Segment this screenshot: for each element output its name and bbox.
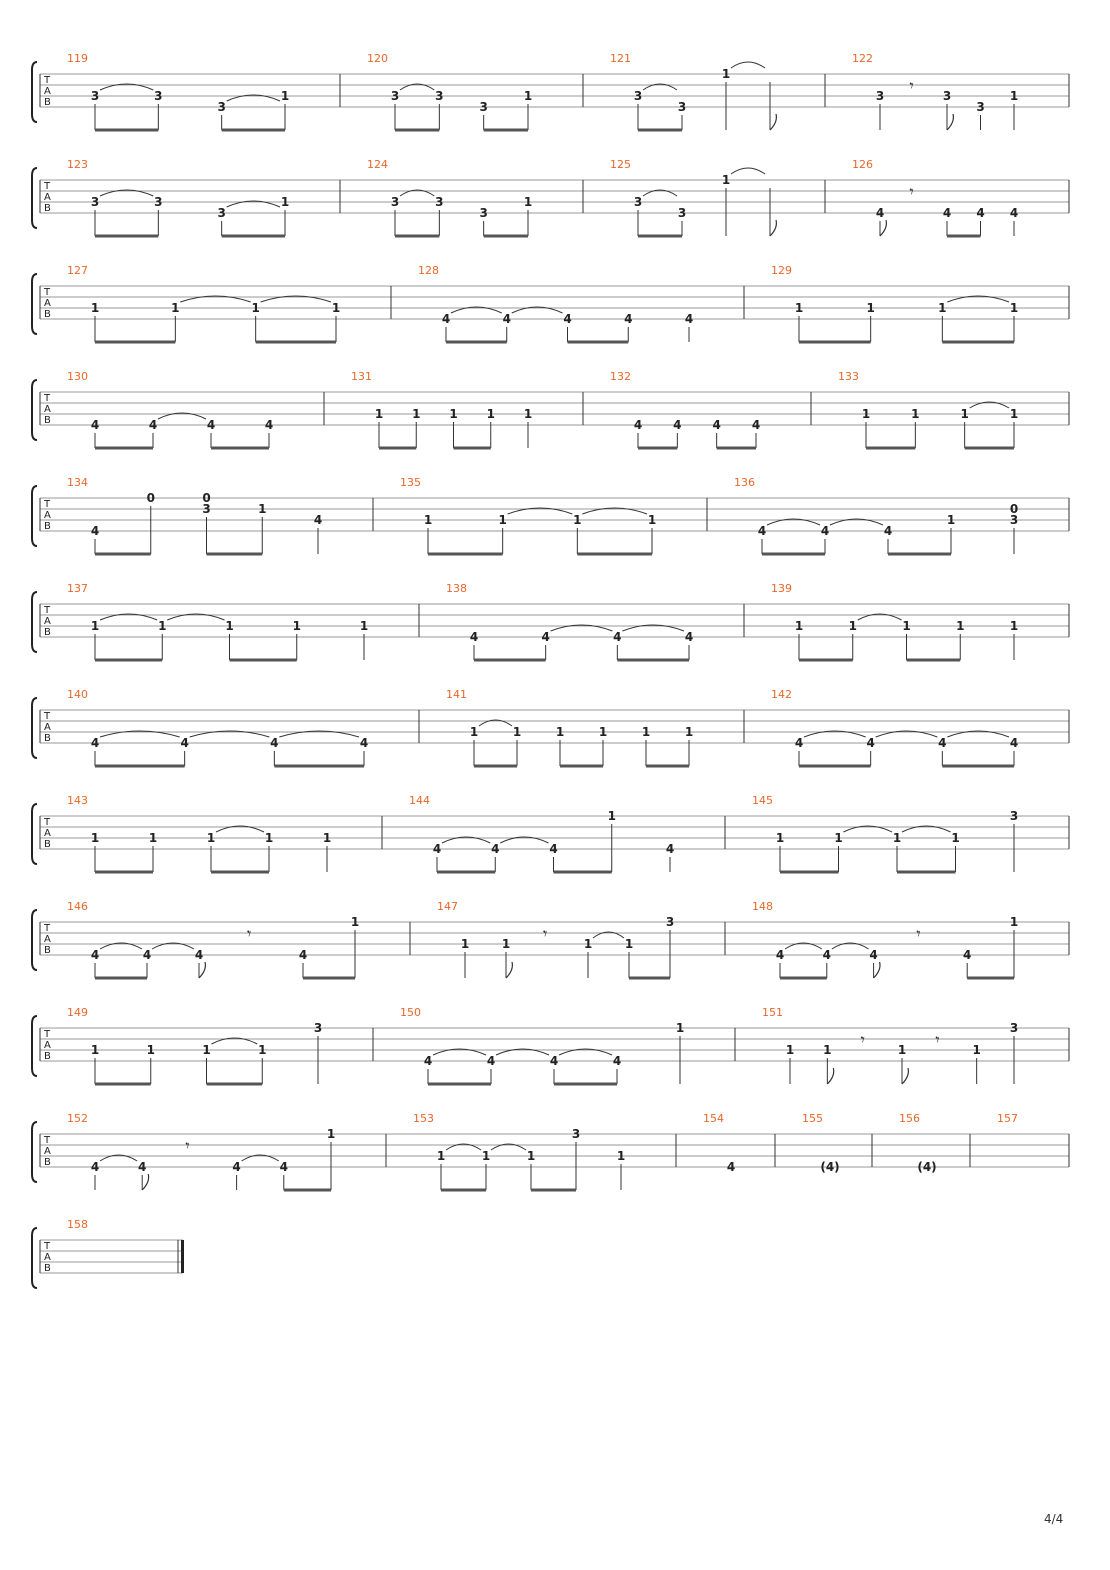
- fret-number: 1: [331, 301, 341, 315]
- fret-number: 4: [423, 1054, 433, 1068]
- note-flag: [770, 114, 776, 130]
- measure-number: 123: [67, 158, 88, 171]
- eighth-rest: 𝄾: [860, 1030, 865, 1049]
- fret-number: (4): [917, 1160, 937, 1174]
- fret-number: 4: [757, 524, 767, 538]
- fret-number: 1: [501, 937, 511, 951]
- fret-number: 1: [258, 502, 267, 516]
- eighth-rest: 𝄾: [543, 924, 548, 943]
- tab-clef-letter: A: [44, 828, 51, 839]
- fret-number: 4: [359, 736, 369, 750]
- measure-number: 154: [703, 1112, 724, 1125]
- fret-number: 3: [435, 89, 444, 103]
- fret-number: 1: [834, 831, 843, 845]
- fret-number: 4: [875, 206, 885, 220]
- fret-number: 4: [665, 842, 675, 856]
- tab-clef-letter: A: [44, 510, 51, 521]
- fret-number: 1: [675, 1021, 685, 1035]
- fret-number: 1: [280, 89, 290, 103]
- fret-number: 1: [946, 513, 956, 527]
- fret-number: 1: [794, 301, 804, 315]
- fret-number: 4: [138, 1160, 147, 1174]
- fret-number: 3: [479, 206, 488, 220]
- note-flag: [874, 962, 880, 978]
- fret-number: 1: [785, 1043, 795, 1057]
- fret-number: 1: [794, 619, 804, 633]
- fret-number: 1: [1009, 407, 1019, 421]
- measure-number: 124: [367, 158, 388, 171]
- tab-clef-letter: A: [44, 616, 51, 627]
- measure-number: 130: [67, 370, 88, 383]
- measure-number: 137: [67, 582, 88, 595]
- fret-number: 4: [90, 736, 100, 750]
- fret-number: 4: [976, 206, 985, 220]
- fret-number: 1: [866, 301, 875, 315]
- measure-number: 152: [67, 1112, 88, 1125]
- measure-number: 133: [838, 370, 859, 383]
- fret-number: 4: [775, 948, 785, 962]
- fret-number: 1: [206, 831, 216, 845]
- system-bracket: [32, 1016, 37, 1076]
- fret-number: 4: [726, 1160, 736, 1174]
- measure-number: 135: [400, 476, 421, 489]
- system-bracket: [32, 698, 37, 758]
- fret-number: 1: [258, 1043, 267, 1057]
- fret-number: 1: [1009, 301, 1019, 315]
- tab-clef-letter: T: [44, 1029, 51, 1040]
- fret-number: 4: [491, 842, 500, 856]
- eighth-rest: 𝄾: [909, 76, 914, 95]
- tab-clef-letter: B: [44, 97, 51, 108]
- tie: [731, 168, 765, 174]
- system-bracket: [32, 804, 37, 864]
- fret-number: 1: [848, 619, 857, 633]
- tab-clef-letter: B: [44, 627, 51, 638]
- fret-number: 1: [956, 619, 965, 633]
- fret-number: 1: [598, 725, 608, 739]
- fret-number: 1: [624, 937, 634, 951]
- fret-number: 1: [202, 1043, 211, 1057]
- fret-number: 0: [202, 491, 211, 505]
- system-bracket: [32, 592, 37, 652]
- fret-number: 3: [1009, 809, 1019, 823]
- fret-number: 4: [866, 736, 875, 750]
- fret-number: 4: [1009, 206, 1019, 220]
- measure-number: 142: [771, 688, 792, 701]
- fret-number: 1: [148, 831, 158, 845]
- fret-number: 4: [712, 418, 721, 432]
- fret-number: 3: [875, 89, 885, 103]
- fret-number: 1: [512, 725, 522, 739]
- fret-number: 4: [673, 418, 682, 432]
- fret-number: 1: [423, 513, 433, 527]
- note-flag: [770, 220, 776, 236]
- tab-clef-letter: A: [44, 86, 51, 97]
- fret-number: 4: [563, 312, 572, 326]
- fret-number: 4: [502, 312, 511, 326]
- fret-number: 4: [1009, 736, 1019, 750]
- fret-number: 3: [665, 915, 675, 929]
- tab-clef-letter: A: [44, 404, 51, 415]
- fret-number: 4: [432, 842, 442, 856]
- system-bracket: [32, 1122, 37, 1182]
- fret-number: 3: [942, 89, 952, 103]
- fret-number: 1: [892, 831, 902, 845]
- tab-clef-letter: T: [44, 1241, 51, 1252]
- fret-number: 1: [326, 1127, 336, 1141]
- fret-number: 3: [677, 206, 687, 220]
- system-bracket: [32, 1228, 37, 1288]
- fret-number: 1: [938, 301, 947, 315]
- measure-number: 145: [752, 794, 773, 807]
- fret-number: 3: [1009, 513, 1019, 527]
- system-bracket: [32, 910, 37, 970]
- measure-number: 136: [734, 476, 755, 489]
- fret-number: 4: [820, 524, 830, 538]
- fret-number: 1: [823, 1043, 832, 1057]
- final-barline-thick: [181, 1240, 184, 1273]
- fret-number: 3: [435, 195, 444, 209]
- fret-number: 3: [154, 195, 163, 209]
- fret-number: 1: [359, 619, 369, 633]
- fret-number: 3: [313, 1021, 323, 1035]
- note-flag: [142, 1174, 148, 1190]
- fret-number: 1: [616, 1149, 626, 1163]
- fret-number: 4: [684, 312, 694, 326]
- tab-clef-letter: B: [44, 521, 51, 532]
- measure-number: 153: [413, 1112, 434, 1125]
- note-flag: [880, 220, 886, 236]
- fret-number: 1: [583, 937, 593, 951]
- fret-number: 4: [613, 630, 622, 644]
- tab-clef-letter: A: [44, 1146, 51, 1157]
- note-flag: [947, 114, 953, 130]
- fret-number: 1: [460, 937, 470, 951]
- fret-number: 4: [822, 948, 831, 962]
- fret-number: 4: [142, 948, 152, 962]
- tie: [731, 62, 765, 68]
- note-flag: [902, 1068, 908, 1084]
- fret-number: 3: [90, 89, 100, 103]
- measure-number: 131: [351, 370, 372, 383]
- fret-number: 4: [549, 842, 558, 856]
- fret-number: 4: [270, 736, 279, 750]
- fret-number: 3: [390, 195, 400, 209]
- eighth-rest: 𝄾: [185, 1136, 190, 1155]
- fret-number: 1: [1009, 915, 1019, 929]
- fret-number: 4: [194, 948, 204, 962]
- fret-number: 1: [292, 619, 301, 633]
- fret-number: 1: [897, 1043, 907, 1057]
- tab-clef-letter: B: [44, 203, 51, 214]
- fret-number: 1: [911, 407, 920, 421]
- fret-number: 1: [374, 407, 384, 421]
- fret-number: 1: [225, 619, 234, 633]
- fret-number: 1: [412, 407, 421, 421]
- fret-number: 1: [526, 1149, 536, 1163]
- fret-number: 1: [90, 301, 100, 315]
- measure-number: 151: [762, 1006, 783, 1019]
- fret-number: 1: [251, 301, 260, 315]
- fret-number: 1: [721, 67, 731, 81]
- fret-number: 4: [751, 418, 761, 432]
- fret-number: 1: [146, 1043, 155, 1057]
- fret-number: 1: [647, 513, 657, 527]
- tab-clef-letter: A: [44, 1252, 51, 1263]
- fret-number: 1: [523, 407, 533, 421]
- measure-number: 148: [752, 900, 773, 913]
- fret-number: 4: [541, 630, 550, 644]
- fret-number: 4: [938, 736, 947, 750]
- measure-number: 119: [67, 52, 88, 65]
- tab-clef-letter: A: [44, 192, 51, 203]
- measure-number: 156: [899, 1112, 920, 1125]
- fret-number: 4: [90, 524, 100, 538]
- fret-number: 1: [469, 725, 479, 739]
- tab-clef-letter: T: [44, 181, 51, 192]
- tab-clef-letter: B: [44, 415, 51, 426]
- measure-number: 143: [67, 794, 88, 807]
- measure-number: 149: [67, 1006, 88, 1019]
- measure-number: 158: [67, 1218, 88, 1231]
- fret-number: 3: [154, 89, 163, 103]
- fret-number: 1: [951, 831, 960, 845]
- fret-number: 4: [264, 418, 274, 432]
- system-bracket: [32, 274, 37, 334]
- measure-number: 121: [610, 52, 631, 65]
- fret-number: 4: [942, 206, 952, 220]
- fret-number: 1: [449, 407, 458, 421]
- fret-number: 3: [677, 100, 687, 114]
- tab-clef-letter: A: [44, 1040, 51, 1051]
- fret-number: 4: [624, 312, 633, 326]
- fret-number: 1: [902, 619, 911, 633]
- fret-number: 4: [794, 736, 804, 750]
- fret-number: 4: [883, 524, 893, 538]
- tab-clef-letter: T: [44, 1135, 51, 1146]
- fret-number: 3: [479, 100, 488, 114]
- system-bracket: [32, 62, 37, 122]
- fret-number: 1: [436, 1149, 446, 1163]
- system-bracket: [32, 168, 37, 228]
- fret-number: 3: [217, 206, 226, 220]
- fret-number: 1: [960, 407, 969, 421]
- fret-number: 1: [641, 725, 651, 739]
- tab-clef-letter: T: [44, 499, 51, 510]
- measure-number: 139: [771, 582, 792, 595]
- fret-number: 4: [148, 418, 158, 432]
- tab-clef-letter: B: [44, 945, 51, 956]
- fret-number: 4: [298, 948, 308, 962]
- fret-number: 4: [206, 418, 216, 432]
- tab-clef-letter: T: [44, 605, 51, 616]
- tab-clef-letter: T: [44, 75, 51, 86]
- measure-number: 140: [67, 688, 88, 701]
- tab-clef-letter: T: [44, 287, 51, 298]
- fret-number: 1: [481, 1149, 491, 1163]
- fret-number: 3: [1009, 1021, 1019, 1035]
- fret-number: 1: [972, 1043, 981, 1057]
- system-bracket: [32, 486, 37, 546]
- fret-number: 1: [523, 195, 533, 209]
- measure-number: 157: [997, 1112, 1018, 1125]
- fret-number: 1: [861, 407, 871, 421]
- fret-number: 1: [90, 831, 100, 845]
- system-bracket: [32, 380, 37, 440]
- tab-clef-letter: T: [44, 711, 51, 722]
- measure-number: 146: [67, 900, 88, 913]
- fret-number: 1: [775, 831, 785, 845]
- fret-number: 3: [202, 502, 211, 516]
- fret-number: 4: [232, 1160, 241, 1174]
- fret-number: 1: [264, 831, 274, 845]
- measure-number: 141: [446, 688, 467, 701]
- measure-number: 150: [400, 1006, 421, 1019]
- fret-number: 1: [573, 513, 582, 527]
- tab-clef-letter: B: [44, 733, 51, 744]
- tab-clef-letter: B: [44, 1051, 51, 1062]
- fret-number: 1: [607, 809, 616, 823]
- tab-clef-letter: B: [44, 1263, 51, 1274]
- measure-number: 120: [367, 52, 388, 65]
- tab-clef-letter: A: [44, 934, 51, 945]
- measure-number: 125: [610, 158, 631, 171]
- eighth-rest: 𝄾: [909, 182, 914, 201]
- fret-number: 4: [279, 1160, 288, 1174]
- fret-number: 1: [523, 89, 533, 103]
- measure-number: 122: [852, 52, 873, 65]
- fret-number: 4: [180, 736, 189, 750]
- eighth-rest: 𝄾: [247, 924, 252, 943]
- tab-clef-letter: T: [44, 923, 51, 934]
- fret-number: 1: [280, 195, 290, 209]
- fret-number: 4: [684, 630, 694, 644]
- fret-number: 4: [963, 948, 972, 962]
- note-flag: [827, 1068, 833, 1084]
- tab-clef-letter: B: [44, 839, 51, 850]
- page-number: 4/4: [1044, 1512, 1064, 1526]
- fret-number: 1: [322, 831, 332, 845]
- measure-number: 138: [446, 582, 467, 595]
- fret-number: 1: [486, 407, 495, 421]
- fret-number: 1: [721, 173, 731, 187]
- fret-number: 1: [684, 725, 694, 739]
- fret-number: 1: [555, 725, 565, 739]
- fret-number: 3: [90, 195, 100, 209]
- fret-number: 3: [217, 100, 226, 114]
- fret-number: 1: [171, 301, 180, 315]
- tab-clef-letter: B: [44, 1157, 51, 1168]
- measure-number: 155: [802, 1112, 823, 1125]
- fret-number: 4: [90, 948, 100, 962]
- fret-number: 4: [869, 948, 878, 962]
- fret-number: 4: [633, 418, 643, 432]
- fret-number: 4: [313, 513, 323, 527]
- fret-number: 4: [90, 418, 100, 432]
- fret-number: 1: [498, 513, 507, 527]
- fret-number: 3: [571, 1127, 581, 1141]
- fret-number: 1: [90, 619, 100, 633]
- fret-number: 4: [486, 1054, 496, 1068]
- note-flag: [199, 962, 205, 978]
- measure-number: 129: [771, 264, 792, 277]
- fret-number: 1: [90, 1043, 100, 1057]
- eighth-rest: 𝄾: [935, 1030, 940, 1049]
- fret-number: 1: [1009, 89, 1019, 103]
- measure-number: 147: [437, 900, 458, 913]
- fret-number: 0: [146, 491, 155, 505]
- fret-number: 4: [549, 1054, 559, 1068]
- tab-clef-letter: T: [44, 817, 51, 828]
- fret-number: 4: [90, 1160, 100, 1174]
- fret-number: 1: [158, 619, 167, 633]
- measure-number: 127: [67, 264, 88, 277]
- tab-clef-letter: A: [44, 722, 51, 733]
- fret-number: 4: [469, 630, 479, 644]
- measure-number: 134: [67, 476, 88, 489]
- tab-clef-letter: A: [44, 298, 51, 309]
- tab-clef-letter: B: [44, 309, 51, 320]
- fret-number: 3: [633, 195, 643, 209]
- fret-number: (4): [820, 1160, 840, 1174]
- fret-number: 1: [350, 915, 360, 929]
- note-flag: [506, 962, 512, 978]
- fret-number: 4: [441, 312, 451, 326]
- measure-number: 144: [409, 794, 430, 807]
- measure-number: 132: [610, 370, 631, 383]
- measure-number: 128: [418, 264, 439, 277]
- fret-number: 3: [633, 89, 643, 103]
- fret-number: 3: [390, 89, 400, 103]
- fret-number: 3: [976, 100, 985, 114]
- eighth-rest: 𝄾: [916, 924, 921, 943]
- tab-clef-letter: T: [44, 393, 51, 404]
- fret-number: 0: [1009, 502, 1019, 516]
- fret-number: 1: [1009, 619, 1019, 633]
- measure-number: 126: [852, 158, 873, 171]
- fret-number: 4: [612, 1054, 622, 1068]
